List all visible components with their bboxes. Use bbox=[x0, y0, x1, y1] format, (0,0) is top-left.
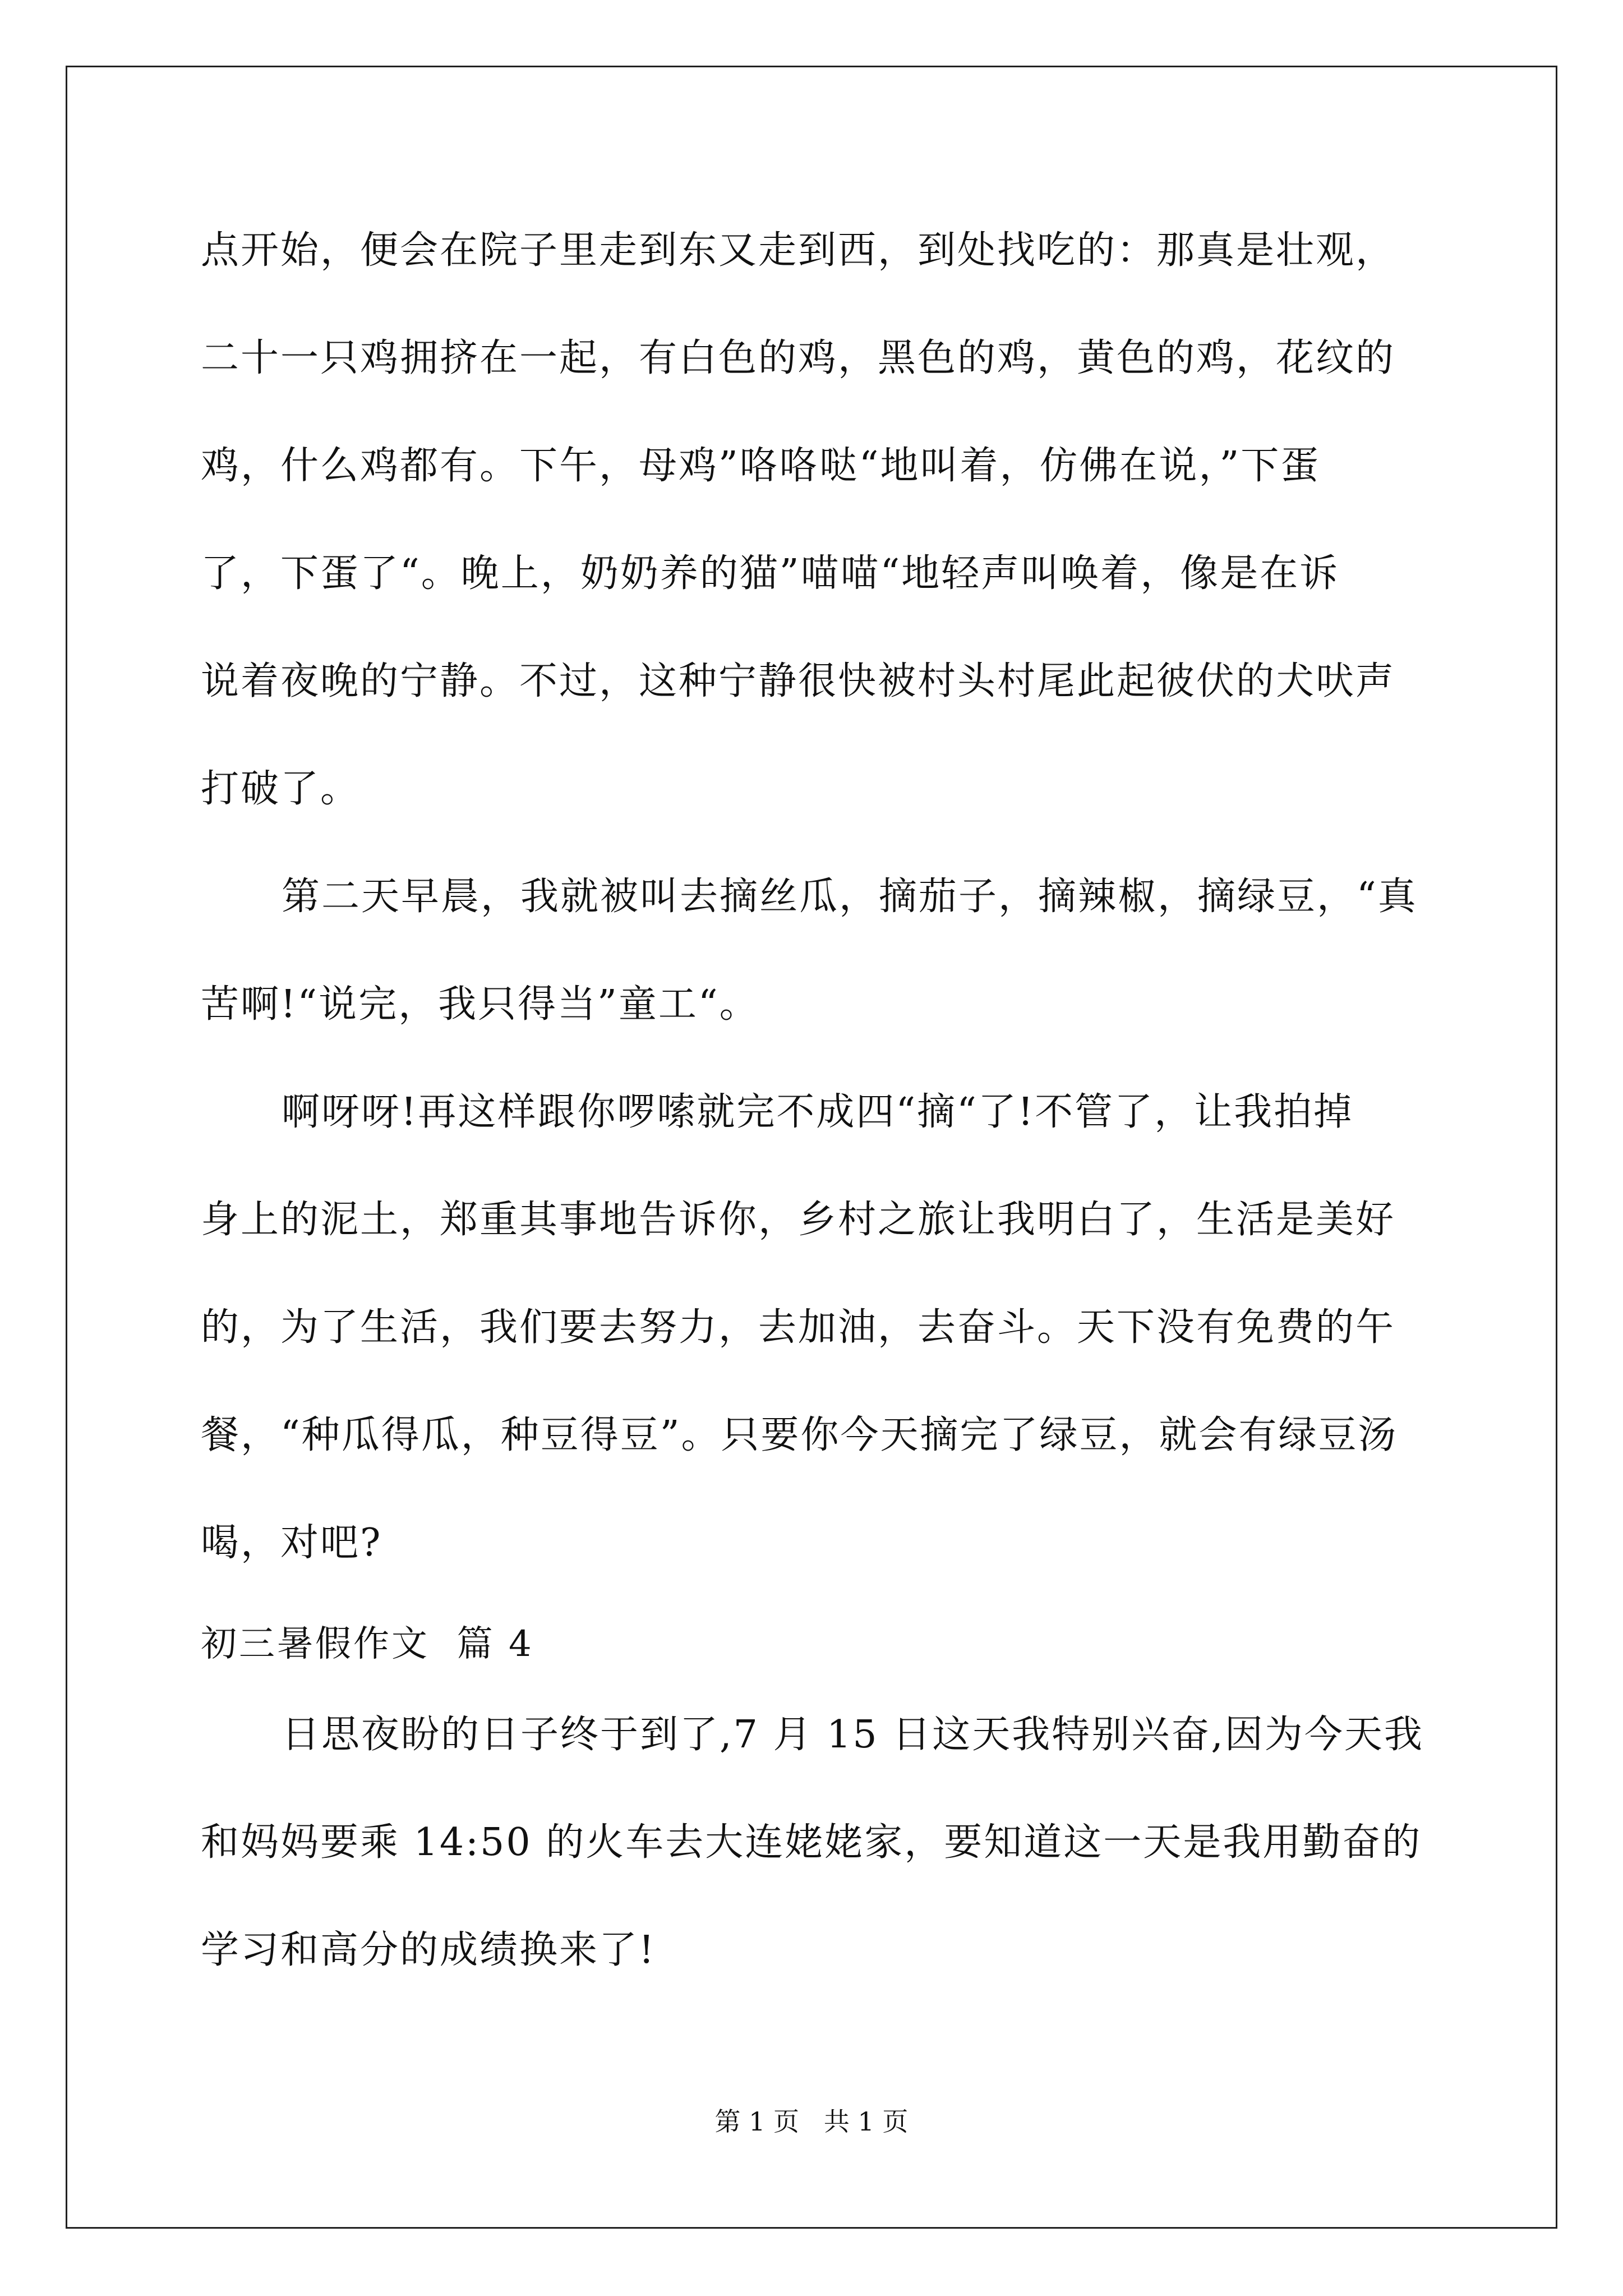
document-body bbox=[201, 213, 1429, 2021]
paragraph-line: 点开始，便会在院子里走到东又走到西，到处找吃的：那真是壮观， bbox=[201, 228, 1396, 273]
page-number-footer: 第 1 页 共 1 页 bbox=[714, 2106, 909, 2137]
paragraph-line: 学习和高分的成绩换来了! bbox=[201, 1928, 656, 1972]
paragraph-line: 身上的泥土，郑重其事地告诉你，乡村之旅让我明白了，生活是美好 bbox=[201, 1198, 1396, 1242]
paragraph-4 bbox=[201, 1697, 1429, 2021]
paragraph-line: 苦啊!“说完，我只得当”童工“。 bbox=[201, 982, 759, 1027]
paragraph-line: 餐，“种瓜得瓜，种豆得豆”。只要你今天摘完了绿豆，就会有绿豆汤 bbox=[201, 1413, 1398, 1457]
paragraph-line: 二十一只鸡拥挤在一起，有白色的鸡，黑色的鸡，黄色的鸡，花纹的 bbox=[201, 336, 1396, 380]
paragraph-line: 日思夜盼的日子终于到了,7 月 15 日这天我特别兴奋,因为今天我 bbox=[282, 1713, 1424, 1757]
paragraph-line: 说着夜晚的宁静。不过，这种宁静很快被村头村尾此起彼伏的犬吠声 bbox=[201, 659, 1396, 703]
section-heading: 初三暑假作文 篇 4 bbox=[201, 1623, 534, 1665]
paragraph-line: 啊呀呀!再这样跟你啰嗦就完不成四“摘“了!不管了，让我拍掉 bbox=[282, 1090, 1354, 1134]
paragraph-line: 打破了。 bbox=[201, 767, 361, 811]
paragraph-line: 的，为了生活，我们要去努力，去加油，去奋斗。天下没有免费的午 bbox=[201, 1305, 1396, 1350]
paragraph-line: 鸡，什么鸡都有。下午，母鸡”咯咯哒“地叫着，仿佛在说，”下蛋 bbox=[201, 444, 1321, 488]
paragraph-line: 和妈妈要乘 14:50 的火车去大连姥姥家，要知道这一天是我用勤奋的 bbox=[201, 1820, 1422, 1865]
paragraph-line: 喝，对吧? bbox=[201, 1521, 382, 1565]
paragraph-2 bbox=[201, 859, 1429, 1075]
paragraph-3 bbox=[201, 1075, 1429, 1613]
paragraph-line: 了，下蛋了“。晚上，奶奶养的猫”喵喵“地轻声叫唤着，像是在诉 bbox=[201, 551, 1340, 596]
paragraph-line: 第二天早晨，我就被叫去摘丝瓜，摘茄子，摘辣椒，摘绿豆，“真 bbox=[282, 875, 1418, 919]
paragraph-1 bbox=[201, 213, 1429, 859]
